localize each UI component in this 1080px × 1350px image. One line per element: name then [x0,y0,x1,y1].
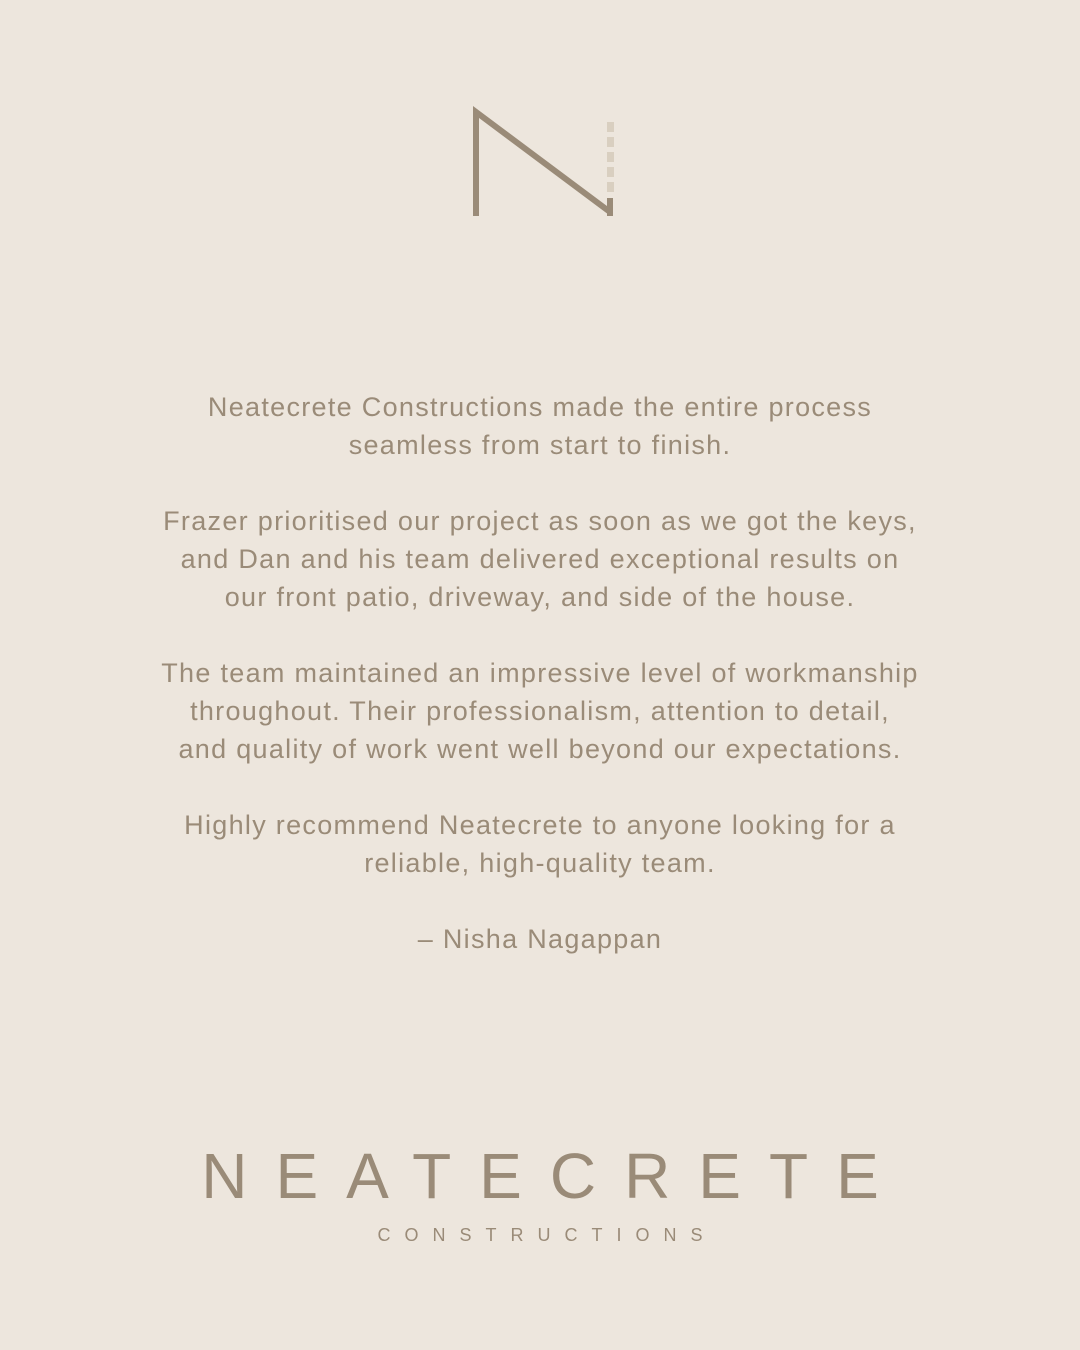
text-line: reliable, high-quality team. [364,848,716,878]
testimonial-text [60,388,1020,996]
testimonial-paragraph [60,654,1020,768]
text-line: and quality of work went well beyond our expectations. [178,734,902,764]
testimonial-paragraph [60,388,1020,464]
testimonial-paragraph [60,502,1020,616]
text-line: Frazer prioritised our project as soon as we got the keys, [163,506,917,536]
text-line: seamless from start to finish. [348,430,732,460]
n-monogram-icon [468,104,622,222]
text-line: Highly recommend Neatecrete to anyone looking for a [184,810,896,840]
brand-name: NEATECRETE [201,1140,907,1212]
testimonial-author: – Nisha Nagappan [417,924,663,954]
text-line: throughout. Their professionalism, attention to detail, [190,696,890,726]
text-line: The team maintained an impressive level of workmanship [161,658,919,688]
brand-logo [0,1138,1080,1246]
text-line: Neatecrete Constructions made the entire process [207,392,873,422]
text-line: our front patio, driveway, and side of the house. [224,582,856,612]
testimonial-paragraph [60,806,1020,882]
text-line: and Dan and his team delivered exceptional results on [180,544,900,574]
brand-subtitle: CONSTRUCTIONS [377,1225,717,1245]
